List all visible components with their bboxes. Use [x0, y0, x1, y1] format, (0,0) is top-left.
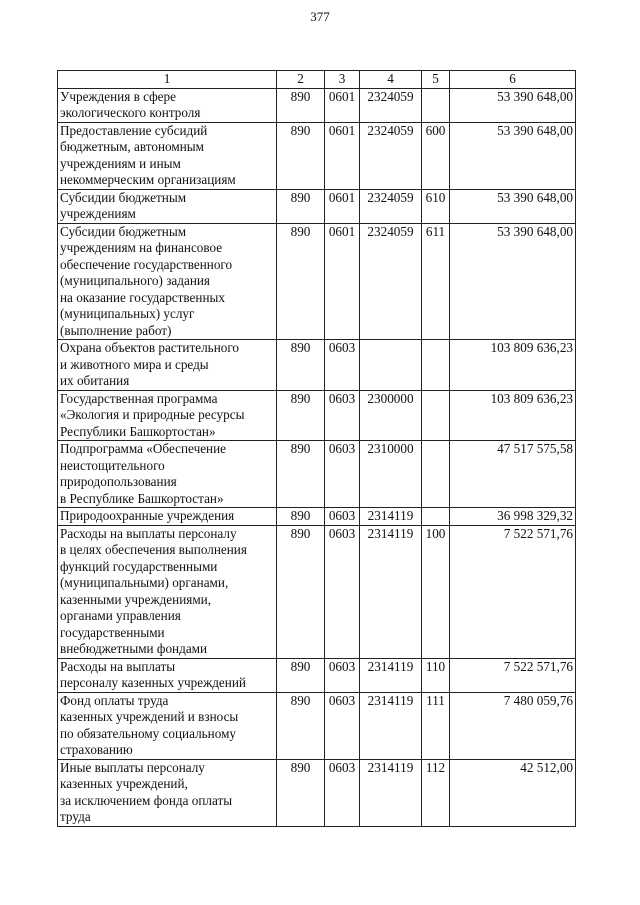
table-row: [58, 692, 576, 759]
table-row: [58, 340, 576, 391]
amount-cell: 53 390 648,00: [450, 223, 576, 340]
expense-type-cell: 611: [422, 223, 450, 340]
row-name-cell: Подпрограмма «Обеспечение неистощительного природопользования в Республике Башкортостан»: [58, 441, 277, 508]
column-header: 2: [277, 71, 325, 89]
amount-cell: 53 390 648,00: [450, 189, 576, 223]
target-code-cell: 2310000: [360, 441, 422, 508]
admin-code-cell: 890: [277, 525, 325, 658]
row-name-cell: Природоохранные учреждения: [58, 508, 277, 526]
expense-type-cell: 600: [422, 122, 450, 189]
column-header: 3: [325, 71, 360, 89]
expense-type-cell: 100: [422, 525, 450, 658]
amount-cell: 42 512,00: [450, 759, 576, 826]
section-code-cell: 0601: [325, 88, 360, 122]
table-row: [58, 122, 576, 189]
page-number: 377: [310, 9, 330, 24]
target-code-cell: 2324059: [360, 88, 422, 122]
section-code-cell: 0603: [325, 340, 360, 391]
target-code-cell: [360, 340, 422, 391]
admin-code-cell: 890: [277, 390, 325, 441]
amount-cell: 36 998 329,32: [450, 508, 576, 526]
row-name-cell: Иные выплаты персоналу казенных учреждений, за исключением фонда оплаты труда: [58, 759, 277, 826]
amount-cell: 7 522 571,76: [450, 658, 576, 692]
expense-type-cell: 112: [422, 759, 450, 826]
amount-cell: 103 809 636,23: [450, 340, 576, 391]
admin-code-cell: 890: [277, 88, 325, 122]
expense-type-cell: [422, 390, 450, 441]
table-row: [58, 525, 576, 658]
column-header: 5: [422, 71, 450, 89]
target-code-cell: 2324059: [360, 189, 422, 223]
table-row: [58, 508, 576, 526]
amount-cell: 103 809 636,23: [450, 390, 576, 441]
row-name-cell: Предоставление субсидий бюджетным, автономным учреждениям и иным некоммерческим организациям: [58, 122, 277, 189]
amount-cell: 53 390 648,00: [450, 88, 576, 122]
admin-code-cell: 890: [277, 340, 325, 391]
expense-type-cell: [422, 88, 450, 122]
admin-code-cell: 890: [277, 441, 325, 508]
section-code-cell: 0603: [325, 390, 360, 441]
section-code-cell: 0601: [325, 122, 360, 189]
admin-code-cell: 890: [277, 692, 325, 759]
table-row: [58, 390, 576, 441]
table-row: [58, 759, 576, 826]
target-code-cell: 2314119: [360, 508, 422, 526]
expense-type-cell: [422, 340, 450, 391]
section-code-cell: 0603: [325, 692, 360, 759]
expense-type-cell: 610: [422, 189, 450, 223]
target-code-cell: 2314119: [360, 658, 422, 692]
target-code-cell: 2314119: [360, 525, 422, 658]
row-name-cell: Расходы на выплаты персоналу казенных учреждений: [58, 658, 277, 692]
table-row: [58, 189, 576, 223]
row-name-cell: Учреждения в сфере экологического контроля: [58, 88, 277, 122]
amount-cell: 47 517 575,58: [450, 441, 576, 508]
expense-type-cell: [422, 508, 450, 526]
expense-type-cell: 111: [422, 692, 450, 759]
amount-cell: 53 390 648,00: [450, 122, 576, 189]
target-code-cell: 2324059: [360, 223, 422, 340]
section-code-cell: 0603: [325, 658, 360, 692]
section-code-cell: 0603: [325, 441, 360, 508]
column-header: 6: [450, 71, 576, 89]
target-code-cell: 2324059: [360, 122, 422, 189]
section-code-cell: 0603: [325, 525, 360, 658]
section-code-cell: 0601: [325, 223, 360, 340]
expense-type-cell: [422, 441, 450, 508]
budget-table: [57, 70, 576, 827]
row-name-cell: Охрана объектов растительного и животного мира и среды их обитания: [58, 340, 277, 391]
admin-code-cell: 890: [277, 122, 325, 189]
target-code-cell: 2314119: [360, 759, 422, 826]
row-name-cell: Субсидии бюджетным учреждениям на финансовое обеспечение государственного (муниципального) задания на оказание государственных (муниципальных) услуг (выполнение работ): [58, 223, 277, 340]
admin-code-cell: 890: [277, 759, 325, 826]
amount-cell: 7 480 059,76: [450, 692, 576, 759]
row-name-cell: Фонд оплаты труда казенных учреждений и взносы по обязательному социальному страхованию: [58, 692, 277, 759]
section-code-cell: 0603: [325, 508, 360, 526]
table-row: [58, 223, 576, 340]
admin-code-cell: 890: [277, 658, 325, 692]
row-name-cell: Субсидии бюджетным учреждениям: [58, 189, 277, 223]
table-row: [58, 441, 576, 508]
table-row: [58, 658, 576, 692]
amount-cell: 7 522 571,76: [450, 525, 576, 658]
expense-type-cell: 110: [422, 658, 450, 692]
column-header: 4: [360, 71, 422, 89]
section-code-cell: 0601: [325, 189, 360, 223]
row-name-cell: Расходы на выплаты персоналу в целях обеспечения выполнения функций государственными (муниципальными) органами, казенными учреждениями, органами управления государственными внебюджетными фондами: [58, 525, 277, 658]
target-code-cell: 2300000: [360, 390, 422, 441]
header-row: [58, 71, 576, 89]
target-code-cell: 2314119: [360, 692, 422, 759]
section-code-cell: 0603: [325, 759, 360, 826]
table-row: [58, 88, 576, 122]
row-name-cell: Государственная программа «Экология и природные ресурсы Республики Башкортостан»: [58, 390, 277, 441]
column-header: 1: [58, 71, 277, 89]
admin-code-cell: 890: [277, 189, 325, 223]
admin-code-cell: 890: [277, 508, 325, 526]
admin-code-cell: 890: [277, 223, 325, 340]
